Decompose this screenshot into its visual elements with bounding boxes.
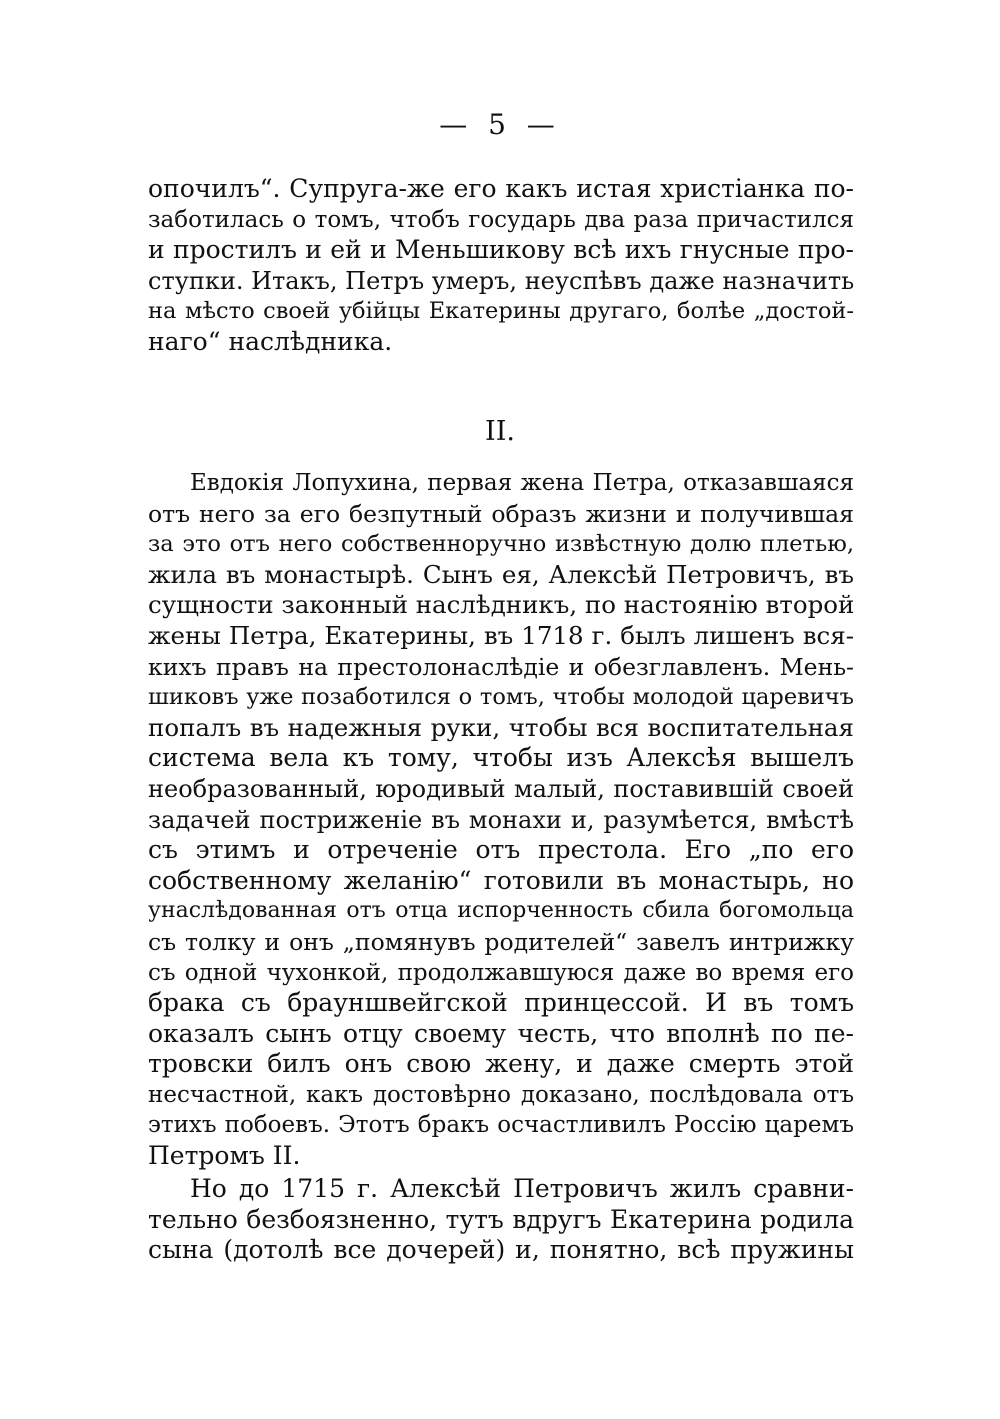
text-line: шиковъ уже позаботился о томъ, чтобы молодой царевичъ <box>148 684 854 711</box>
text-line: ступки. Итакъ, Петръ умеръ, неуспѣвъ даже назначить <box>148 266 855 295</box>
text-line: брака съ брауншвейгской принцессой. И въ томъ <box>148 988 854 1018</box>
text-line: съ этимъ и отреченіе отъ престола. Его „по его <box>148 835 854 865</box>
text-line: отъ него за его безпутный образъ жизни и получившая <box>148 499 854 528</box>
text-line: и простилъ и ей и Меньшикову всѣ ихъ гнусные про- <box>148 235 854 265</box>
text-line: унаслѣдованная отъ отца испорченность сбила богомольца <box>148 898 854 924</box>
text-line: за это отъ него собственноручно извѣстную долю плетью, <box>148 531 854 558</box>
page-number: — 5 — <box>439 108 561 141</box>
paragraph-next <box>148 1174 854 1266</box>
text-line: съ толку и онъ „помянувъ родителей“ завелъ интрижку <box>148 927 854 956</box>
text-line: заботилась о томъ, чтобъ государь два раза причастился <box>148 206 854 233</box>
paragraph-main <box>148 468 854 1172</box>
text-line: кихъ правъ на престолонаслѣдіе и обезглавленъ. Мень- <box>148 652 854 681</box>
text-line: тельно безбоязненно, тутъ вдругъ Екатерина родила <box>148 1204 854 1234</box>
text-line: жила въ монастырѣ. Сынъ ея, Алексѣй Петровичъ, въ <box>148 559 854 589</box>
text-line: жены Петра, Екатерины, въ 1718 г. былъ лишенъ вся- <box>148 620 854 650</box>
text-line: на мѣсто своей убійцы Екатерины другаго, болѣе „достой- <box>148 298 854 325</box>
text-line: задачей постриженіе въ монахи и, разумѣется, вмѣстѣ <box>148 805 854 834</box>
text-line: Евдокія Лопухина, первая жена Петра, отказавшаяся <box>190 470 854 496</box>
text-line: Но до 1715 г. Алексѣй Петровичъ жилъ сравни- <box>190 1174 854 1203</box>
text-line: оказалъ сынъ отцу своему честь, что вполнѣ по пе- <box>148 1018 854 1048</box>
text-line: попалъ въ надежныя руки, чтобы вся воспитательная <box>148 712 854 742</box>
text-line: Петромъ II. <box>148 1141 301 1171</box>
text-line: необразованный, юродивый малый, поставившій своей <box>148 774 854 803</box>
text-line: несчастной, какъ достовѣрно доказано, послѣдовала отъ <box>148 1081 854 1108</box>
text-line: собственному желанію“ готовили въ монастырь, но <box>148 865 854 895</box>
text-line: тровски билъ онъ свою жену, и даже смерть этой <box>148 1049 854 1079</box>
text-line: сына (дотолѣ все дочерей) и, понятно, всѣ пружины <box>148 1235 854 1265</box>
text-line: сущности законный наслѣдникъ, по настоянію второй <box>148 590 855 620</box>
text-line: система вела къ тому, чтобы изъ Алексѣя вышелъ <box>148 743 854 773</box>
paragraph-continued <box>148 174 854 358</box>
text-line: опочилъ“. Супруга-же его какъ истая христіанка по- <box>148 174 854 203</box>
text-line: съ одной чухонкой, продолжавшуюся даже во время его <box>148 959 854 986</box>
section-heading: II. <box>485 416 515 447</box>
text-line: наго“ наслѣдника. <box>148 326 393 356</box>
text-line: этихъ побоевъ. Этотъ бракъ осчастливилъ Россію царемъ <box>148 1112 854 1139</box>
